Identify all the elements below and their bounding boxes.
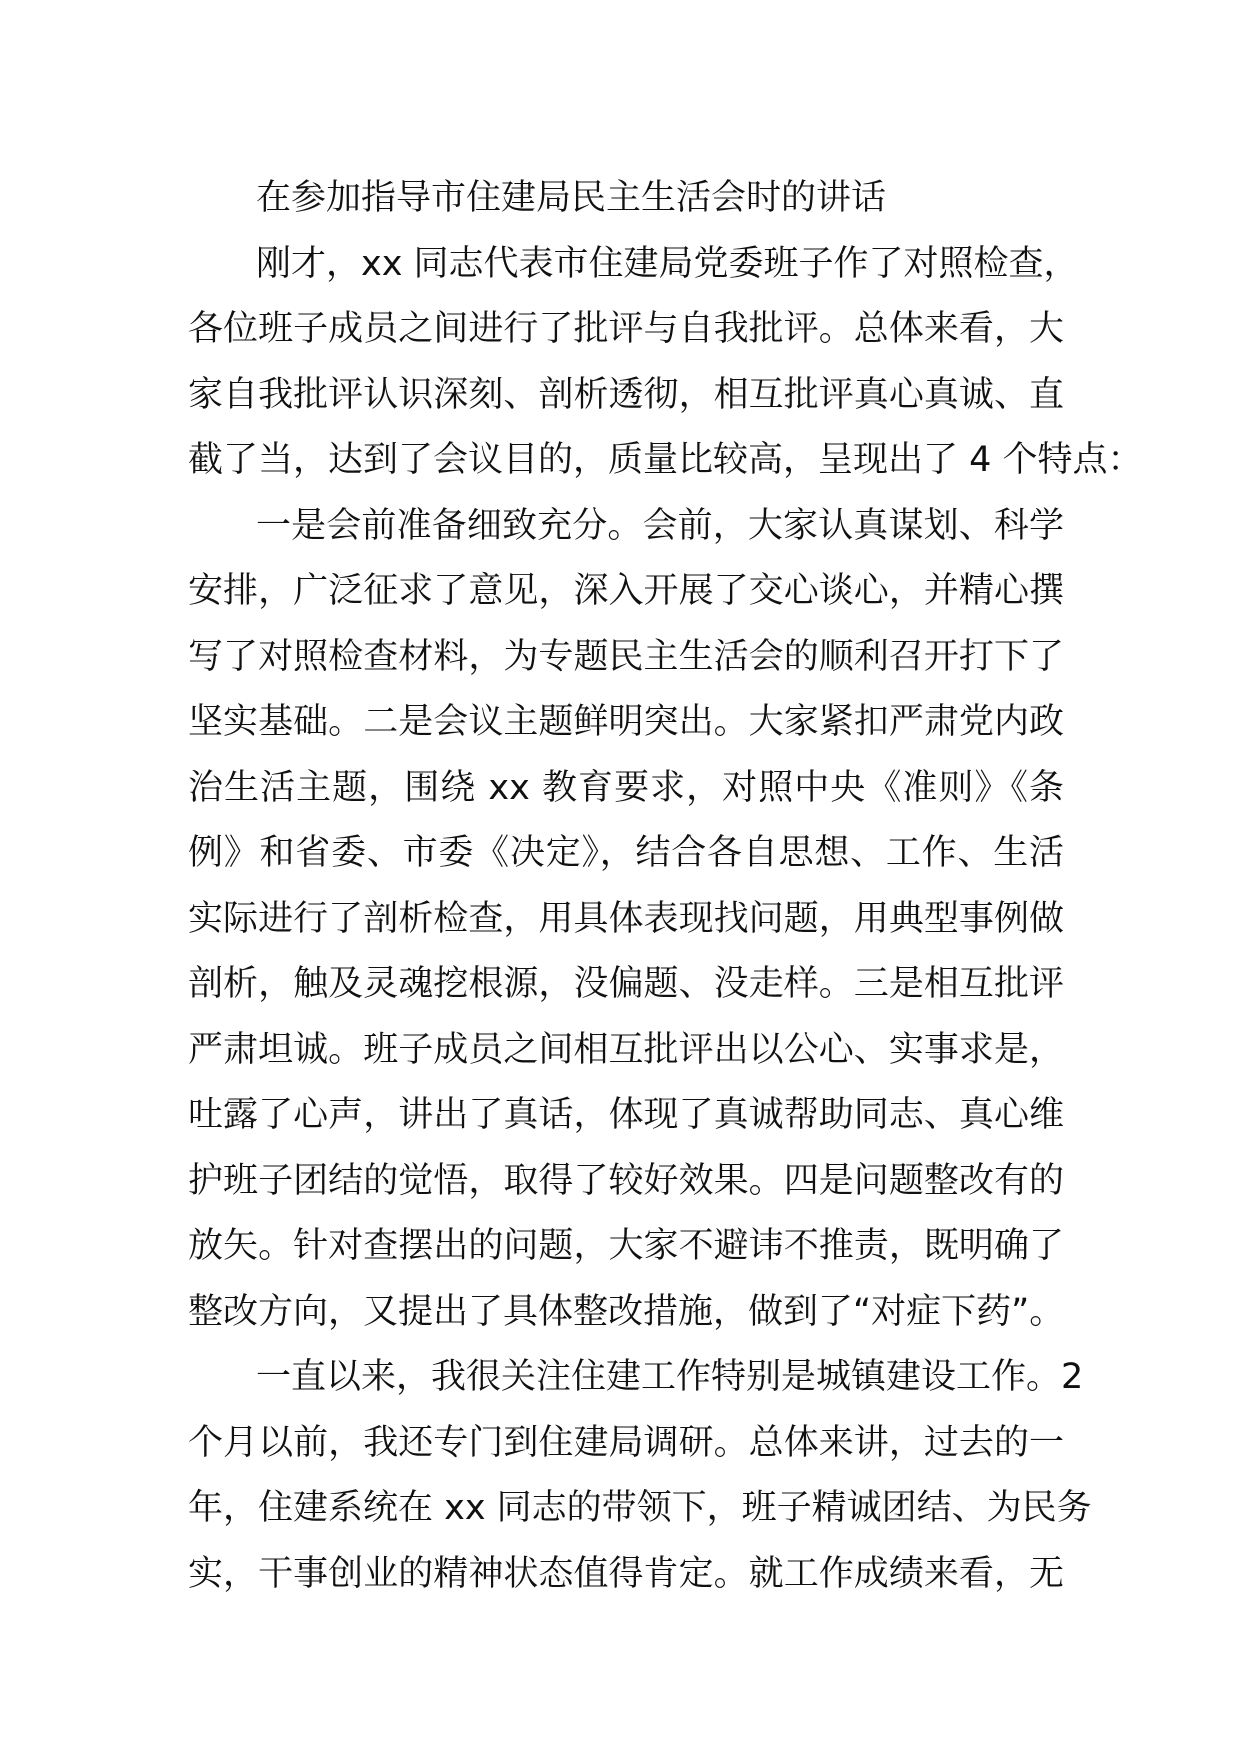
text-line: 实，干事创业的精神状态值得肯定。就工作成绩来看，无 [188, 1553, 1064, 1594]
text-line: 刚才，xx 同志代表市住建局党委班子作了对照检查， [256, 243, 1079, 284]
text-line: 截了当，达到了会议目的，质量比较高，呈现出了 4 个特点： [188, 440, 1143, 480]
text-line: 严肃坦诚。班子成员之间相互批评出以公心、实事求是， [188, 1029, 1064, 1070]
paragraph [188, 1345, 1092, 1607]
text-line: 一直以来，我很关注住建工作特别是城镇建设工作。2 [256, 1357, 1084, 1397]
text-line: 整改方向，又提出了具体整改措施，做到了“对症下药”。 [188, 1291, 1065, 1332]
text-line: 写了对照检查材料，为专题民主生活会的顺利召开打下了 [188, 636, 1064, 677]
text-line: 剖析，触及灵魂挖根源，没偏题、没走样。三是相互批评 [188, 964, 1064, 1004]
text-line: 治生活主题，围绕 xx 教育要求，对照中央《准则》《条 [188, 767, 1064, 808]
document-body [188, 166, 1143, 1607]
text-line: 放矢。针对查摆出的问题，大家不避讳不推责，既明确了 [188, 1226, 1064, 1266]
text-line: 实际进行了剖析检查，用具体表现找问题，用典型事例做 [188, 898, 1064, 939]
text-line: 家自我批评认识深刻、剖析透彻，相互批评真心真诚、直 [188, 374, 1064, 415]
text-line: 各位班子成员之间进行了批评与自我批评。总体来看，大 [188, 309, 1064, 349]
text-line: 年，住建系统在 xx 同志的带领下，班子精诚团结、为民务 [188, 1488, 1092, 1528]
document-title: 在参加指导市住建局民主生活会时的讲话 [256, 178, 887, 218]
text-line: 吐露了心声，讲出了真话，体现了真诚帮助同志、真心维 [188, 1095, 1064, 1135]
paragraph [188, 232, 1143, 494]
text-line: 坚实基础。二是会议主题鲜明突出。大家紧扣严肃党内政 [188, 702, 1064, 742]
text-line: 护班子团结的觉悟，取得了较好效果。四是问题整改有的 [188, 1160, 1064, 1201]
paragraph [188, 494, 1064, 1346]
text-line: 一是会前准备细致充分。会前，大家认真谋划、科学 [256, 505, 1064, 546]
text-line: 例》和省委、市委《决定》，结合各自思想、工作、生活 [188, 833, 1064, 873]
text-line: 个月以前，我还专门到住建局调研。总体来讲，过去的一 [188, 1422, 1064, 1463]
text-line: 安排，广泛征求了意见，深入开展了交心谈心，并精心撰 [188, 571, 1064, 611]
